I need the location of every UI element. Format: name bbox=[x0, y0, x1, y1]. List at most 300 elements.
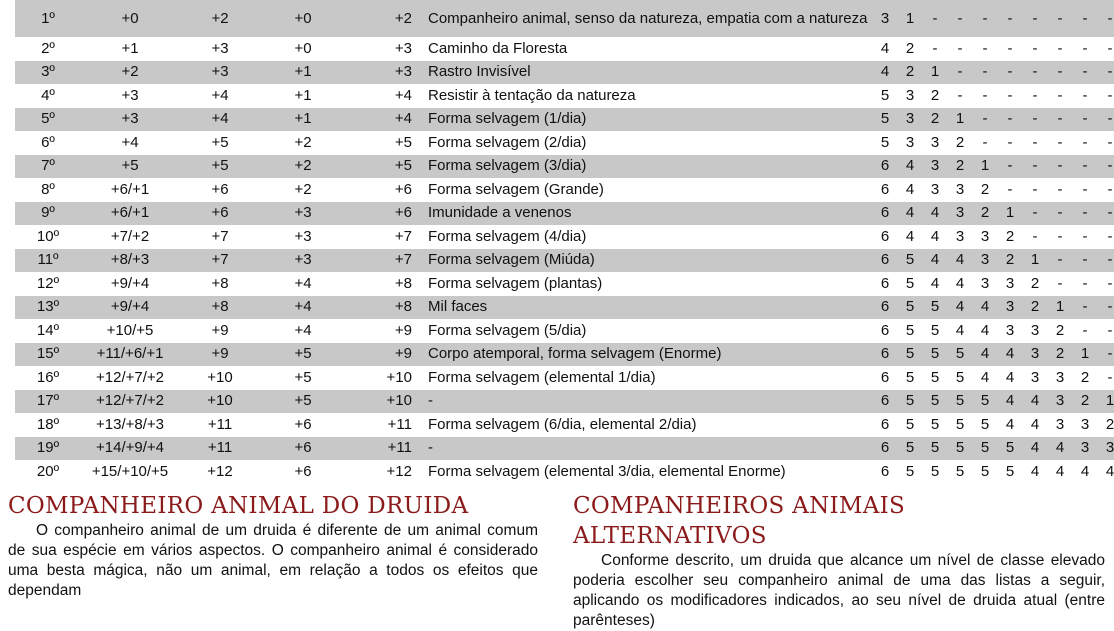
spell-slot-level-6: 3 bbox=[1030, 368, 1040, 386]
spell-slot-level-9: - bbox=[1107, 321, 1113, 339]
spell-slot-level-9: - bbox=[1107, 204, 1113, 222]
spell-slot-level-7: 1 bbox=[1055, 298, 1065, 316]
spell-slot-level-1: 5 bbox=[905, 345, 915, 363]
spell-slot-level-7: - bbox=[1057, 86, 1063, 104]
spell-slot-level-2: 3 bbox=[930, 180, 940, 198]
cell-bba: +3 bbox=[121, 86, 139, 104]
spell-slot-level-4: 1 bbox=[980, 157, 990, 175]
cell-will: +7 bbox=[394, 251, 412, 269]
spell-slot-level-5: 4 bbox=[1005, 392, 1015, 410]
spell-slot-level-2: 5 bbox=[930, 321, 940, 339]
spell-slot-level-6: 4 bbox=[1030, 439, 1040, 457]
spell-slot-level-3: - bbox=[957, 63, 963, 81]
spell-slot-level-3: - bbox=[957, 86, 963, 104]
cell-fort: +3 bbox=[211, 39, 229, 57]
spell-slot-level-5: 2 bbox=[1005, 251, 1015, 269]
cell-level: 13º bbox=[36, 298, 60, 316]
cell-level: 19º bbox=[36, 439, 60, 457]
table-row bbox=[15, 37, 1114, 61]
spell-slot-level-9: - bbox=[1107, 133, 1113, 151]
cell-special: Companheiro animal, senso da natureza, empatia com a natureza bbox=[428, 9, 868, 27]
cell-special: Resistir à tentação da natureza bbox=[428, 86, 636, 104]
cell-bba: +6/+1 bbox=[110, 180, 150, 198]
spell-slot-level-6: - bbox=[1032, 63, 1038, 81]
cell-fort: +9 bbox=[211, 345, 229, 363]
cell-special: Forma selvagem (5/dia) bbox=[428, 321, 587, 339]
spell-slot-level-9: - bbox=[1107, 368, 1113, 386]
spell-slot-level-2: 4 bbox=[930, 204, 940, 222]
spell-slot-level-2: - bbox=[932, 9, 938, 27]
spell-slot-level-9: - bbox=[1107, 227, 1113, 245]
cell-bba: +3 bbox=[121, 110, 139, 128]
spell-slot-level-6: - bbox=[1032, 180, 1038, 198]
spell-slot-level-1: 5 bbox=[905, 439, 915, 457]
cell-bba: +9/+4 bbox=[110, 298, 150, 316]
table-row bbox=[15, 413, 1114, 437]
spell-slot-level-1: 5 bbox=[905, 415, 915, 433]
spell-slot-level-5: 4 bbox=[1005, 368, 1015, 386]
spell-slot-level-6: - bbox=[1032, 86, 1038, 104]
cell-special: Forma selvagem (1/dia) bbox=[428, 110, 587, 128]
spell-slot-level-0: 6 bbox=[880, 274, 890, 292]
cell-will: +6 bbox=[394, 204, 412, 222]
spell-slot-level-6: 3 bbox=[1030, 345, 1040, 363]
spell-slot-level-1: 5 bbox=[905, 392, 915, 410]
cell-will: +9 bbox=[394, 321, 412, 339]
spell-slot-level-6: 1 bbox=[1030, 251, 1040, 269]
spell-slot-level-5: - bbox=[1007, 110, 1013, 128]
cell-ref: +5 bbox=[294, 392, 312, 410]
spell-slot-level-8: 2 bbox=[1080, 368, 1090, 386]
spell-slot-level-4: 3 bbox=[980, 251, 990, 269]
cell-level: 2º bbox=[41, 39, 55, 57]
spell-slot-level-9: - bbox=[1107, 86, 1113, 104]
spell-slot-level-9: 2 bbox=[1105, 415, 1114, 433]
cell-special: Mil faces bbox=[428, 298, 488, 316]
spell-slot-level-5: 4 bbox=[1005, 415, 1015, 433]
spell-slot-level-3: 3 bbox=[955, 204, 965, 222]
cell-fort: +6 bbox=[211, 180, 229, 198]
spell-slot-level-8: - bbox=[1082, 251, 1088, 269]
cell-ref: +3 bbox=[294, 251, 312, 269]
spell-slot-level-0: 4 bbox=[880, 39, 890, 57]
cell-ref: +4 bbox=[294, 321, 312, 339]
cell-level: 8º bbox=[41, 180, 55, 198]
spell-slot-level-3: 5 bbox=[955, 345, 965, 363]
spell-slot-level-6: - bbox=[1032, 39, 1038, 57]
spell-slot-level-8: 3 bbox=[1080, 439, 1090, 457]
cell-fort: +7 bbox=[211, 227, 229, 245]
spell-slot-level-3: 5 bbox=[955, 368, 965, 386]
spell-slot-level-6: - bbox=[1032, 204, 1038, 222]
spell-slot-level-2: 3 bbox=[930, 157, 940, 175]
cell-special: Forma selvagem (6/dia, elemental 2/dia) bbox=[428, 415, 697, 433]
cell-fort: +7 bbox=[211, 251, 229, 269]
spell-slot-level-0: 6 bbox=[880, 439, 890, 457]
cell-fort: +11 bbox=[207, 439, 233, 457]
spell-slot-level-6: 4 bbox=[1030, 392, 1040, 410]
spell-slot-level-7: - bbox=[1057, 133, 1063, 151]
spell-slot-level-2: 5 bbox=[930, 415, 940, 433]
spell-slot-level-4: - bbox=[982, 63, 988, 81]
spell-slot-level-8: - bbox=[1082, 274, 1088, 292]
spell-slot-level-4: 3 bbox=[980, 274, 990, 292]
spell-slot-level-2: 5 bbox=[930, 392, 940, 410]
spell-slot-level-2: 1 bbox=[930, 63, 940, 81]
spell-slot-level-4: 2 bbox=[980, 204, 990, 222]
spell-slot-level-7: 4 bbox=[1055, 439, 1065, 457]
table-row bbox=[15, 178, 1114, 202]
spell-slot-level-3: - bbox=[957, 9, 963, 27]
spell-slot-level-0: 3 bbox=[880, 9, 890, 27]
spell-slot-level-1: 1 bbox=[905, 9, 915, 27]
spell-slot-level-6: 3 bbox=[1030, 321, 1040, 339]
spell-slot-level-8: 3 bbox=[1080, 415, 1090, 433]
spell-slot-level-2: 4 bbox=[930, 251, 940, 269]
spell-slot-level-4: 4 bbox=[980, 368, 990, 386]
cell-will: +6 bbox=[394, 180, 412, 198]
spell-slot-level-3: 5 bbox=[955, 415, 965, 433]
spell-slot-level-6: 2 bbox=[1030, 298, 1040, 316]
cell-bba: +12/+7/+2 bbox=[96, 392, 164, 410]
cell-ref: +3 bbox=[294, 227, 312, 245]
spell-slot-level-4: 3 bbox=[980, 227, 990, 245]
spell-slot-level-2: 4 bbox=[930, 227, 940, 245]
spell-slot-level-8: - bbox=[1082, 227, 1088, 245]
spell-slot-level-4: 5 bbox=[980, 392, 990, 410]
spell-slot-level-6: - bbox=[1032, 157, 1038, 175]
cell-ref: +1 bbox=[294, 63, 312, 81]
cell-bba: +8/+3 bbox=[110, 251, 150, 269]
cell-bba: +0 bbox=[121, 9, 139, 27]
spell-slot-level-9: - bbox=[1107, 298, 1113, 316]
spell-slot-level-3: 5 bbox=[955, 392, 965, 410]
cell-level: 10º bbox=[36, 227, 60, 245]
spell-slot-level-6: - bbox=[1032, 110, 1038, 128]
cell-fort: +5 bbox=[211, 133, 229, 151]
spell-slot-level-5: - bbox=[1007, 9, 1013, 27]
spell-slot-level-3: 1 bbox=[955, 110, 965, 128]
cell-special: Forma selvagem (3/dia) bbox=[428, 157, 587, 175]
spell-slot-level-0: 6 bbox=[880, 462, 890, 480]
spell-slot-level-0: 6 bbox=[880, 392, 890, 410]
cell-ref: +1 bbox=[294, 110, 312, 128]
cell-will: +8 bbox=[394, 274, 412, 292]
spell-slot-level-5: 2 bbox=[1005, 227, 1015, 245]
spell-slot-level-0: 6 bbox=[880, 368, 890, 386]
table-row bbox=[15, 460, 1114, 484]
cell-ref: +2 bbox=[294, 133, 312, 151]
spell-slot-level-5: 3 bbox=[1005, 321, 1015, 339]
spell-slot-level-2: 2 bbox=[930, 86, 940, 104]
cell-bba: +6/+1 bbox=[110, 204, 150, 222]
cell-ref: +6 bbox=[294, 415, 312, 433]
spell-slot-level-1: 5 bbox=[905, 462, 915, 480]
table-row bbox=[15, 343, 1114, 367]
cell-bba: +15/+10/+5 bbox=[91, 462, 169, 480]
table-row bbox=[15, 225, 1114, 249]
cell-ref: +0 bbox=[294, 9, 312, 27]
cell-ref: +0 bbox=[294, 39, 312, 57]
cell-level: 6º bbox=[41, 133, 55, 151]
spell-slot-level-2: 2 bbox=[930, 110, 940, 128]
spell-slot-level-0: 6 bbox=[880, 180, 890, 198]
cell-special: Rastro Invisível bbox=[428, 63, 531, 81]
cell-ref: +3 bbox=[294, 204, 312, 222]
spell-slot-level-1: 4 bbox=[905, 180, 915, 198]
druid-progression-table bbox=[15, 0, 1114, 484]
spell-slot-level-7: - bbox=[1057, 157, 1063, 175]
spell-slot-level-3: 2 bbox=[955, 157, 965, 175]
cell-special: Imunidade a venenos bbox=[428, 204, 572, 222]
table-row bbox=[15, 61, 1114, 85]
spell-slot-level-9: - bbox=[1107, 345, 1113, 363]
spell-slot-level-9: - bbox=[1107, 251, 1113, 269]
cell-will: +11 bbox=[387, 415, 412, 433]
spell-slot-level-8: - bbox=[1082, 180, 1088, 198]
spell-slot-level-0: 6 bbox=[880, 415, 890, 433]
section-title-alternative-companions: COMPANHEIROS ANIMAIS ALTERNATIVOS bbox=[573, 493, 906, 549]
spell-slot-level-7: 2 bbox=[1055, 345, 1065, 363]
spell-slot-level-7: - bbox=[1057, 39, 1063, 57]
cell-ref: +4 bbox=[294, 274, 312, 292]
cell-special: Forma selvagem (elemental 3/dia, elemental Enorme) bbox=[428, 462, 786, 480]
spell-slot-level-8: - bbox=[1082, 321, 1088, 339]
table-row bbox=[15, 296, 1114, 320]
cell-level: 20º bbox=[36, 462, 60, 480]
spell-slot-level-9: 3 bbox=[1105, 439, 1114, 457]
spell-slot-level-7: - bbox=[1057, 274, 1063, 292]
cell-special: Forma selvagem (plantas) bbox=[428, 274, 603, 292]
spell-slot-level-6: - bbox=[1032, 133, 1038, 151]
cell-special: - bbox=[428, 439, 433, 457]
cell-ref: +6 bbox=[294, 439, 312, 457]
table-row bbox=[15, 0, 1114, 37]
spell-slot-level-6: 4 bbox=[1030, 462, 1040, 480]
spell-slot-level-7: 4 bbox=[1055, 462, 1065, 480]
cell-will: +10 bbox=[386, 392, 412, 410]
spell-slot-level-3: 4 bbox=[955, 321, 965, 339]
cell-will: +3 bbox=[394, 63, 412, 81]
spell-slot-level-3: 3 bbox=[955, 180, 965, 198]
spell-slot-level-2: - bbox=[932, 39, 938, 57]
table-row bbox=[15, 202, 1114, 226]
spell-slot-level-7: - bbox=[1057, 227, 1063, 245]
spell-slot-level-8: 4 bbox=[1080, 462, 1090, 480]
spell-slot-level-1: 3 bbox=[905, 86, 915, 104]
spell-slot-level-9: - bbox=[1107, 39, 1113, 57]
cell-ref: +1 bbox=[294, 86, 312, 104]
spell-slot-level-9: - bbox=[1107, 9, 1113, 27]
cell-bba: +2 bbox=[121, 63, 139, 81]
spell-slot-level-1: 5 bbox=[905, 251, 915, 269]
spell-slot-level-7: - bbox=[1057, 9, 1063, 27]
spell-slot-level-4: 5 bbox=[980, 415, 990, 433]
spell-slot-level-4: 4 bbox=[980, 321, 990, 339]
table-row bbox=[15, 390, 1114, 414]
cell-fort: +4 bbox=[211, 110, 229, 128]
spell-slot-level-1: 2 bbox=[905, 63, 915, 81]
section-title-animal-companion: COMPANHEIRO ANIMAL DO DRUIDA bbox=[8, 493, 469, 519]
spell-slot-level-5: 4 bbox=[1005, 345, 1015, 363]
spell-slot-level-1: 4 bbox=[905, 157, 915, 175]
spell-slot-level-8: - bbox=[1082, 157, 1088, 175]
spell-slot-level-6: 2 bbox=[1030, 274, 1040, 292]
spell-slot-level-5: 1 bbox=[1005, 204, 1015, 222]
cell-bba: +12/+7/+2 bbox=[96, 368, 164, 386]
cell-bba: +14/+9/+4 bbox=[96, 439, 164, 457]
cell-ref: +2 bbox=[294, 157, 312, 175]
spell-slot-level-3: 4 bbox=[955, 298, 965, 316]
spell-slot-level-1: 2 bbox=[905, 39, 915, 57]
cell-fort: +10 bbox=[207, 368, 233, 386]
cell-fort: +11 bbox=[207, 415, 233, 433]
cell-will: +2 bbox=[394, 9, 412, 27]
table-row bbox=[15, 437, 1114, 461]
spell-slot-level-5: - bbox=[1007, 180, 1013, 198]
spell-slot-level-8: - bbox=[1082, 133, 1088, 151]
spell-slot-level-3: 2 bbox=[955, 133, 965, 151]
spell-slot-level-5: - bbox=[1007, 86, 1013, 104]
spell-slot-level-0: 6 bbox=[880, 298, 890, 316]
cell-bba: +5 bbox=[121, 157, 139, 175]
spell-slot-level-6: - bbox=[1032, 227, 1038, 245]
cell-will: +8 bbox=[394, 298, 412, 316]
spell-slot-level-4: 4 bbox=[980, 298, 990, 316]
spell-slot-level-2: 3 bbox=[930, 133, 940, 151]
cell-level: 11º bbox=[37, 251, 59, 269]
cell-ref: +6 bbox=[294, 462, 312, 480]
spell-slot-level-5: 3 bbox=[1005, 274, 1015, 292]
cell-fort: +8 bbox=[211, 274, 229, 292]
spell-slot-level-8: - bbox=[1082, 86, 1088, 104]
spell-slot-level-9: 4 bbox=[1105, 462, 1114, 480]
cell-bba: +4 bbox=[121, 133, 139, 151]
spell-slot-level-3: 4 bbox=[955, 274, 965, 292]
spell-slot-level-0: 5 bbox=[880, 110, 890, 128]
cell-will: +9 bbox=[394, 345, 412, 363]
spell-slot-level-0: 6 bbox=[880, 204, 890, 222]
cell-will: +3 bbox=[394, 39, 412, 57]
spell-slot-level-7: - bbox=[1057, 204, 1063, 222]
spell-slot-level-3: 5 bbox=[955, 439, 965, 457]
spell-slot-level-3: 3 bbox=[955, 227, 965, 245]
spell-slot-level-9: - bbox=[1107, 63, 1113, 81]
spell-slot-level-4: 2 bbox=[980, 180, 990, 198]
spell-slot-level-8: 1 bbox=[1080, 345, 1090, 363]
section-alternative-companions bbox=[573, 491, 1105, 631]
section-text-animal-companion: O companheiro animal de um druida é diferente de um animal comum de sua espécie em vários aspectos. O companheiro animal é considerado uma besta mágica, não um animal, em relação a todos os efeitos que dependam bbox=[8, 522, 538, 599]
spell-slot-level-9: - bbox=[1107, 274, 1113, 292]
cell-fort: +4 bbox=[211, 86, 229, 104]
spell-slot-level-3: 4 bbox=[955, 251, 965, 269]
spell-slot-level-7: - bbox=[1057, 110, 1063, 128]
spell-slot-level-8: - bbox=[1082, 204, 1088, 222]
cell-fort: +5 bbox=[211, 157, 229, 175]
spell-slot-level-5: 3 bbox=[1005, 298, 1015, 316]
cell-level: 16º bbox=[36, 368, 60, 386]
spell-slot-level-4: - bbox=[982, 86, 988, 104]
spell-slot-level-0: 6 bbox=[880, 251, 890, 269]
cell-bba: +9/+4 bbox=[110, 274, 150, 292]
spell-slot-level-0: 6 bbox=[880, 345, 890, 363]
spell-slot-level-2: 5 bbox=[930, 462, 940, 480]
spell-slot-level-7: 2 bbox=[1055, 321, 1065, 339]
cell-fort: +6 bbox=[211, 204, 229, 222]
cell-level: 4º bbox=[41, 86, 55, 104]
table-row bbox=[15, 155, 1114, 179]
table-row bbox=[15, 319, 1114, 343]
spell-slot-level-1: 4 bbox=[905, 204, 915, 222]
spell-slot-level-4: - bbox=[982, 110, 988, 128]
cell-special: Forma selvagem (elemental 1/dia) bbox=[428, 368, 656, 386]
spell-slot-level-7: 3 bbox=[1055, 392, 1065, 410]
spell-slot-level-1: 5 bbox=[905, 321, 915, 339]
cell-level: 14º bbox=[36, 321, 60, 339]
spell-slot-level-5: - bbox=[1007, 63, 1013, 81]
cell-level: 12º bbox=[36, 274, 60, 292]
cell-fort: +8 bbox=[211, 298, 229, 316]
cell-level: 5º bbox=[41, 110, 55, 128]
cell-ref: +5 bbox=[294, 345, 312, 363]
spell-slot-level-2: 5 bbox=[930, 439, 940, 457]
spell-slot-level-0: 6 bbox=[880, 227, 890, 245]
cell-fort: +9 bbox=[211, 321, 229, 339]
cell-ref: +4 bbox=[294, 298, 312, 316]
spell-slot-level-1: 4 bbox=[905, 227, 915, 245]
cell-special: Forma selvagem (Miúda) bbox=[428, 251, 595, 269]
table-row bbox=[15, 131, 1114, 155]
spell-slot-level-4: 5 bbox=[980, 439, 990, 457]
cell-will: +5 bbox=[394, 157, 412, 175]
cell-special: Caminho da Floresta bbox=[428, 39, 568, 57]
spell-slot-level-8: 2 bbox=[1080, 392, 1090, 410]
cell-ref: +5 bbox=[294, 368, 312, 386]
spell-slot-level-7: 3 bbox=[1055, 415, 1065, 433]
spell-slot-level-8: - bbox=[1082, 110, 1088, 128]
spell-slot-level-1: 3 bbox=[905, 110, 915, 128]
table-row bbox=[15, 84, 1114, 108]
spell-slot-level-4: 5 bbox=[980, 462, 990, 480]
spell-slot-level-2: 5 bbox=[930, 298, 940, 316]
cell-special: Forma selvagem (4/dia) bbox=[428, 227, 587, 245]
spell-slot-level-4: - bbox=[982, 133, 988, 151]
spell-slot-level-1: 3 bbox=[905, 133, 915, 151]
spell-slot-level-9: - bbox=[1107, 180, 1113, 198]
cell-will: +12 bbox=[386, 462, 412, 480]
spell-slot-level-8: - bbox=[1082, 63, 1088, 81]
spell-slot-level-2: 5 bbox=[930, 345, 940, 363]
spell-slot-level-5: 5 bbox=[1005, 439, 1015, 457]
spell-slot-level-0: 5 bbox=[880, 133, 890, 151]
cell-level: 9º bbox=[41, 204, 55, 222]
spell-slot-level-4: - bbox=[982, 39, 988, 57]
cell-bba: +7/+2 bbox=[110, 227, 150, 245]
cell-bba: +11/+6/+1 bbox=[96, 345, 164, 363]
cell-fort: +2 bbox=[211, 9, 229, 27]
spell-slot-level-0: 6 bbox=[880, 157, 890, 175]
cell-will: +4 bbox=[394, 86, 412, 104]
cell-fort: +12 bbox=[207, 462, 233, 480]
cell-special: - bbox=[428, 392, 433, 410]
table-row bbox=[15, 108, 1114, 132]
cell-level: 15º bbox=[36, 345, 60, 363]
spell-slot-level-0: 5 bbox=[880, 86, 890, 104]
spell-slot-level-1: 5 bbox=[905, 368, 915, 386]
spell-slot-level-5: 5 bbox=[1005, 462, 1015, 480]
table-row bbox=[15, 272, 1114, 296]
spell-slot-level-9: - bbox=[1107, 157, 1113, 175]
